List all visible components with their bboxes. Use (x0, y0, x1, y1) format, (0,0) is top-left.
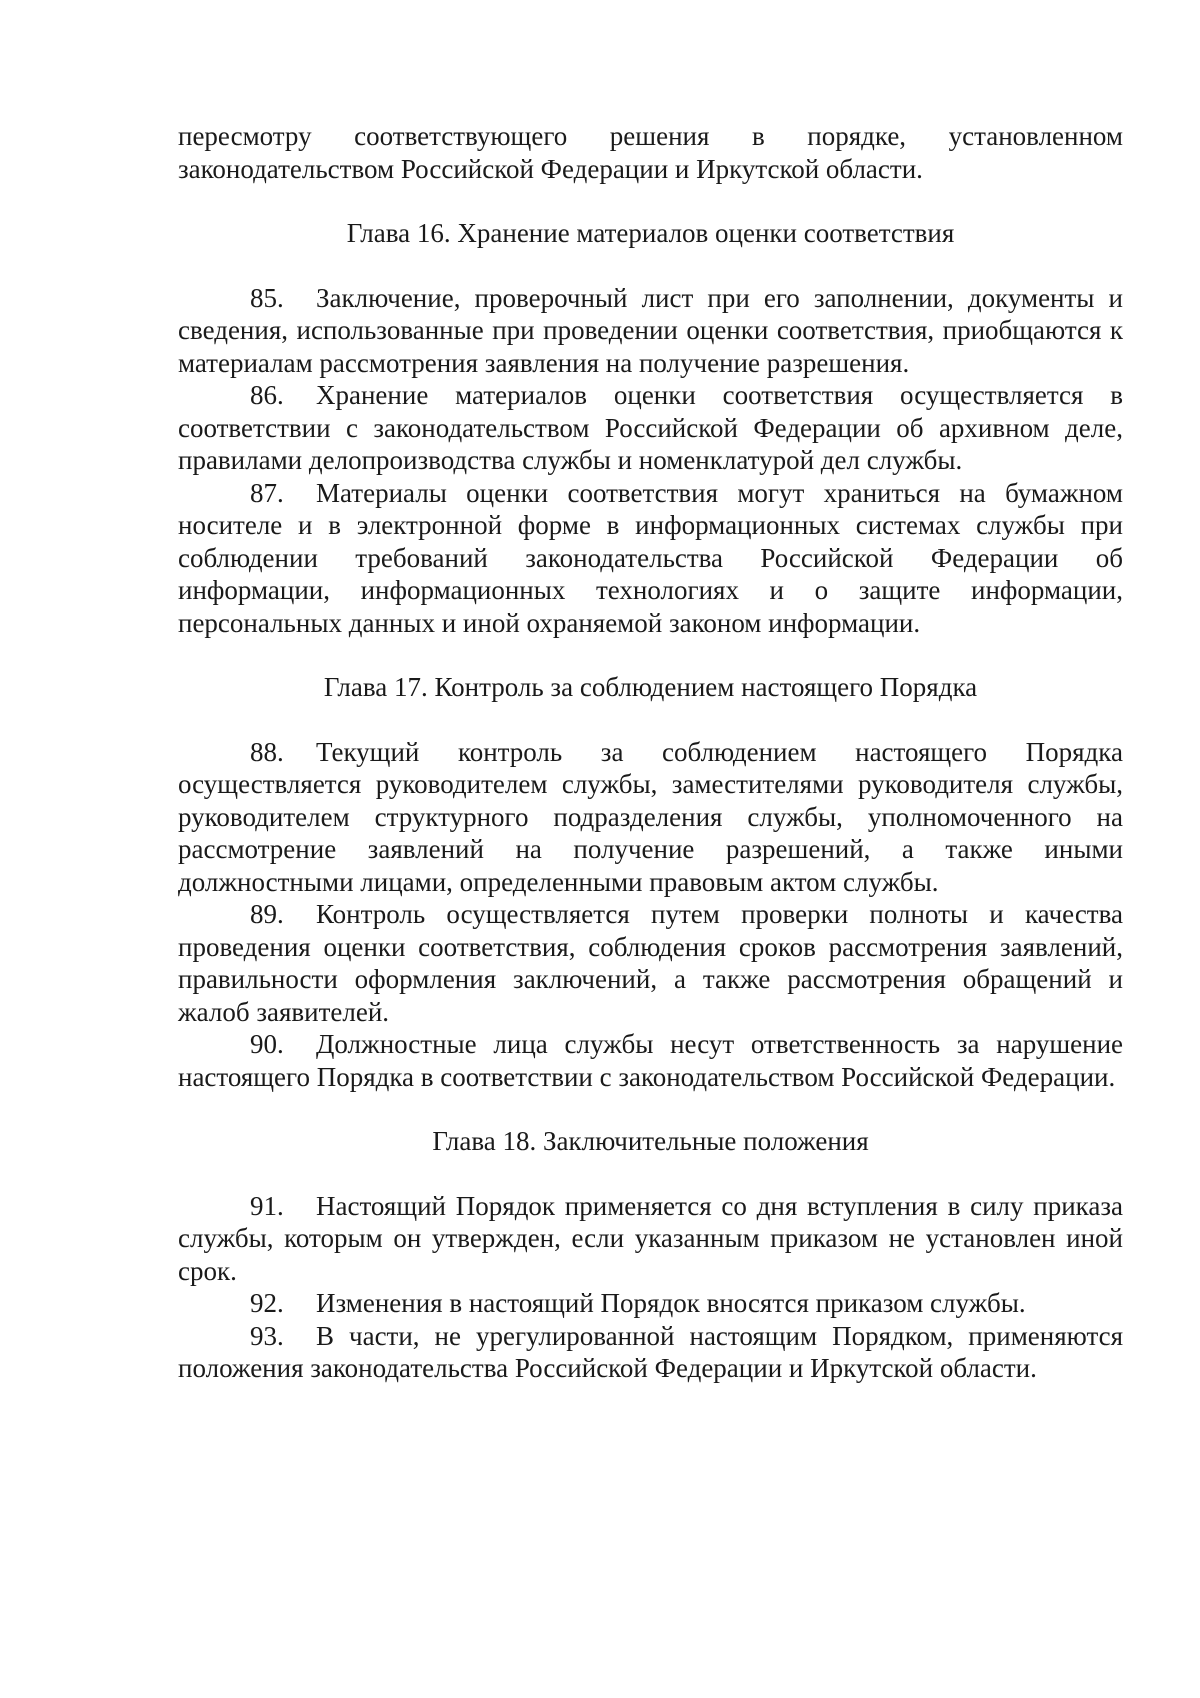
paragraph-90 (178, 1028, 1123, 1093)
paragraph-86 (178, 379, 1123, 477)
paragraph-text: Изменения в настоящий Порядок вносятся приказом службы. (316, 1288, 1026, 1318)
chapter-17-heading: Глава 17. Контроль за соблюдением настоящего Порядка (323, 672, 978, 702)
paragraph-91 (178, 1190, 1123, 1288)
paragraph-number: 87. (250, 477, 284, 508)
paragraph-text: Заключение, проверочный лист при его заполнении, документы и сведения, использованные при проведении оценки соответствия, приобщаются к материалам рассмотрения заявления на получение разрешения. (178, 282, 1123, 378)
paragraph-number: 92. (250, 1288, 284, 1318)
chapter-18-heading: Глава 18. Заключительные положения (432, 1126, 869, 1156)
paragraph-text: Материалы оценки соответствия могут храниться на бумажном носителе и в электронной форме в информационных системах службы при соблюдении требований законодательства Российской Федерации об информации, информационных технологиях и о защите информации, персональных данных и иной охраняемой законом информации. (178, 477, 1123, 638)
chapter-16-heading: Глава 16. Хранение материалов оценки соответствия (346, 218, 955, 248)
paragraph-87 (178, 477, 1123, 640)
paragraph-85 (178, 282, 1123, 380)
paragraph-text: Должностные лица службы несут ответственность за нарушение настоящего Порядка в соответствии с законодательством Российской Федерации. (178, 1029, 1123, 1092)
paragraph-93 (178, 1320, 1123, 1385)
intro-paragraph: пересмотру соответствующего решения в порядке, установленном законодательством Российской Федерации и Иркутской области. (178, 121, 1123, 184)
paragraph-number: 90. (250, 1029, 284, 1059)
paragraph-92 (178, 1287, 1123, 1320)
paragraph-number: 93. (250, 1320, 284, 1351)
paragraph-89 (178, 898, 1123, 1028)
paragraph-number: 85. (250, 282, 284, 313)
paragraph-text: Текущий контроль за соблюдением настоящего Порядка осуществляется руководителем службы, заместителями руководителя службы, руководителем структурного подразделения службы, уполномоченного на рассмотрение заявлений на получение разрешений, а также иными должностными лицами, определенными правовым актом службы. (178, 736, 1123, 897)
paragraph-text: Настоящий Порядок применяется со дня вступления в силу приказа службы, которым он утвержден, если указанным приказом не установлен иной срок. (178, 1190, 1123, 1286)
paragraph-text: Хранение материалов оценки соответствия осуществляется в соответствии с законодательством Российской Федерации об архивном деле, правилами делопроизводства службы и номенклатурой дел службы. (178, 380, 1123, 475)
paragraph-number: 89. (250, 899, 284, 929)
paragraph-88 (178, 736, 1123, 899)
document-body (178, 120, 1123, 1385)
paragraph-number: 86. (250, 380, 284, 410)
paragraph-text: Контроль осуществляется путем проверки полноты и качества проведения оценки соответствия, соблюдения сроков рассмотрения заявлений, правильности оформления заключений, а также рассмотрения обращений и жалоб заявителей. (178, 899, 1123, 1027)
paragraph-number: 88. (250, 736, 284, 767)
paragraph-text: В части, не урегулированной настоящим Порядком, применяются положения законодательства Российской Федерации и Иркутской области. (178, 1320, 1123, 1383)
paragraph-number: 91. (250, 1190, 284, 1221)
